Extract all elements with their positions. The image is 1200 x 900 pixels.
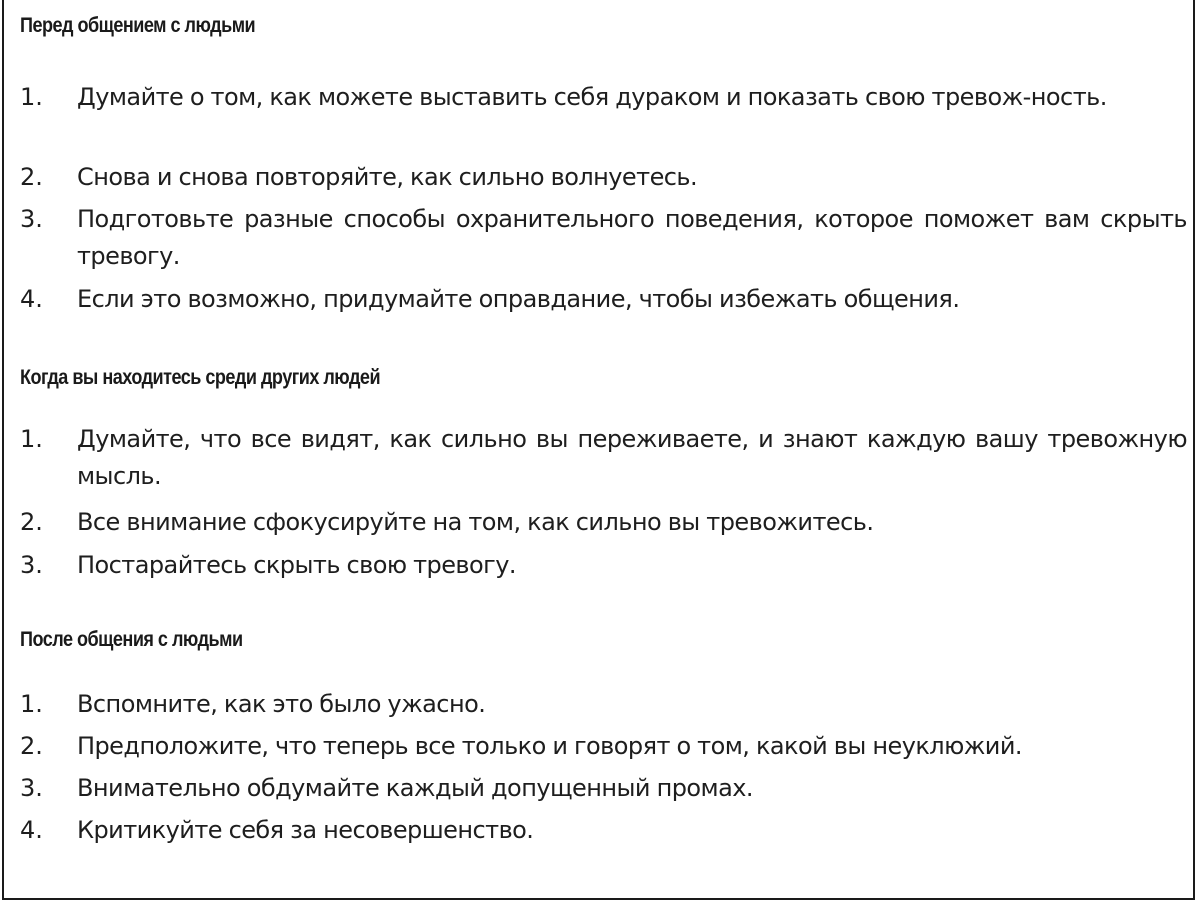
list-item: [20, 770, 1190, 807]
list-item: [20, 201, 1190, 275]
list-item-text: Критикуйте себя за несовершенство.: [77, 816, 534, 844]
list-item-number: 2.: [20, 508, 43, 536]
list-item-text: Внимательно обдумайте каждый допущенный промах.: [77, 774, 753, 802]
list-item-number: 3.: [20, 551, 43, 579]
list-item-number: 4.: [20, 285, 43, 313]
list-item: [20, 79, 1190, 116]
list-item: [20, 547, 1190, 584]
list-item-number: 2.: [20, 163, 43, 191]
list-item-text: Подготовьте разные способы охранительного поведения, которое поможет вам скрыть тревогу.: [77, 205, 1187, 270]
list-item-number: 2.: [20, 732, 43, 760]
list-item-number: 1.: [20, 83, 43, 111]
list-item-number: 1.: [20, 425, 43, 453]
list-item: [20, 812, 1190, 849]
list-item: [20, 504, 1190, 541]
section-heading-before: Перед общением с людьми: [20, 14, 256, 37]
list-item: [20, 686, 1190, 723]
list-item-text: Если это возможно, придумайте оправдание, чтобы избежать общения.: [77, 285, 960, 313]
list-item-text: Постарайтесь скрыть свою тревогу.: [77, 551, 516, 579]
section-heading-during: Когда вы находитесь среди других людей: [20, 366, 381, 389]
list-item-text: Вспомните, как это было ужасно.: [77, 690, 486, 718]
list-item-text: Снова и снова повторяйте, как сильно волнуетесь.: [77, 163, 698, 191]
list-item-number: 3.: [20, 205, 43, 233]
list-item-number: 4.: [20, 816, 43, 844]
list-item-text: Думайте о том, как можете выставить себя дураком и показать свою тревож-ность.: [77, 83, 1107, 111]
list-item-text: Все внимание сфокусируйте на том, как сильно вы тревожитесь.: [77, 508, 874, 536]
section-heading-after: После общения с людьми: [20, 628, 243, 651]
list-item: [20, 159, 1190, 196]
list-item: [20, 421, 1190, 495]
list-item-text: Предположите, что теперь все только и говорят о том, какой вы неуклюжий.: [77, 732, 1022, 760]
list-item-number: 1.: [20, 690, 43, 718]
list-item-number: 3.: [20, 774, 43, 802]
list-item: [20, 728, 1190, 765]
list-item: [20, 281, 1190, 318]
list-item-text: Думайте, что все видят, как сильно вы переживаете, и знают каждую вашу тревожную мысль.: [77, 425, 1187, 490]
